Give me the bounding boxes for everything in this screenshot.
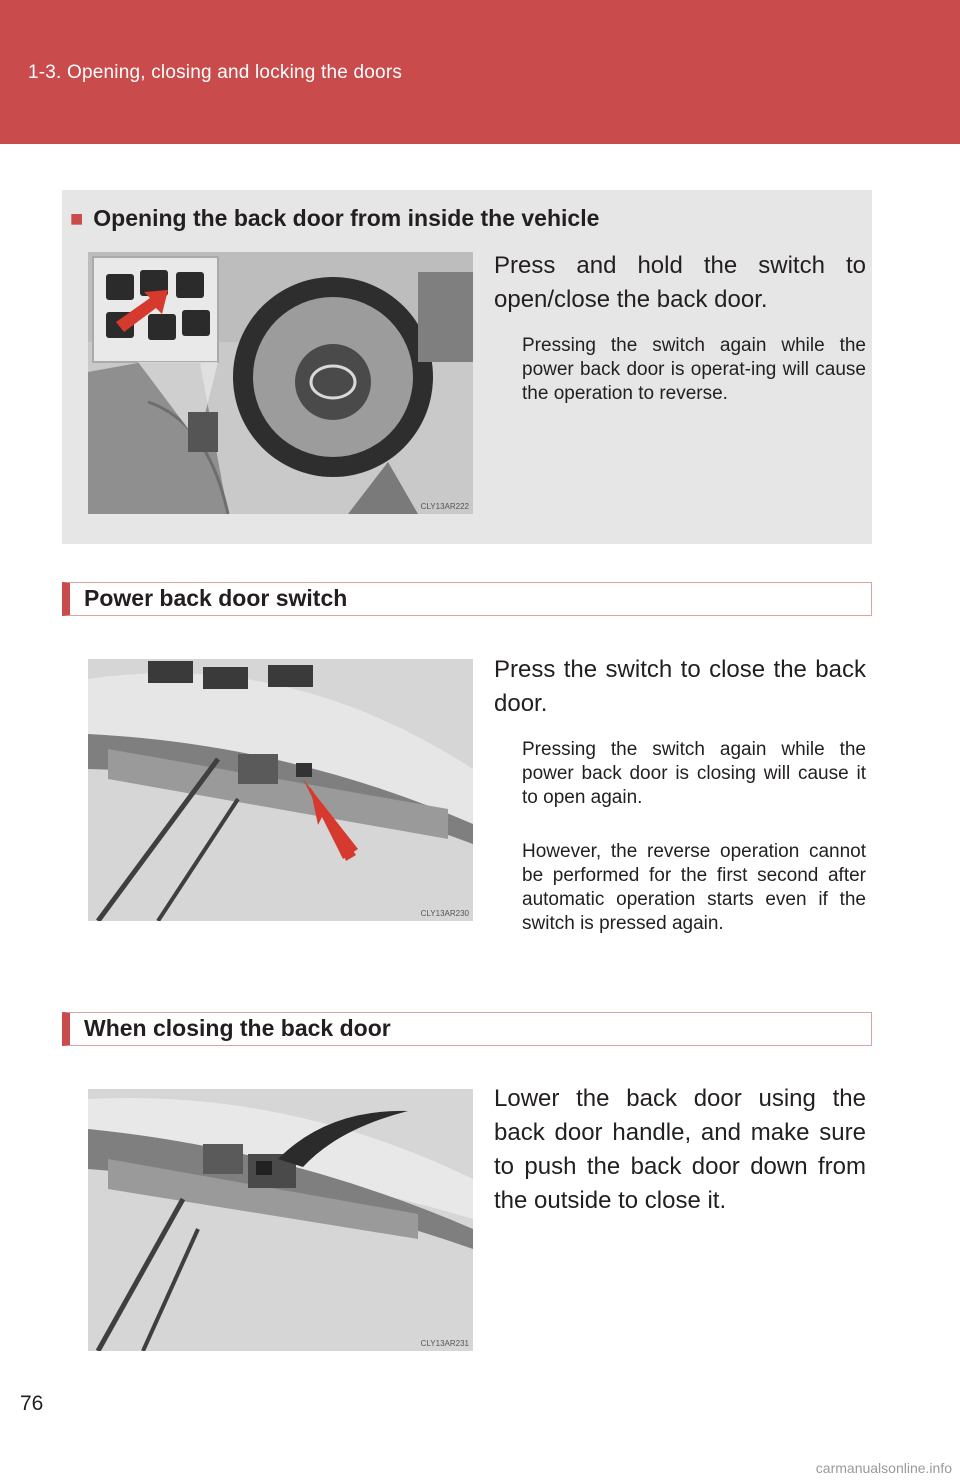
chapter-title: 1-3. Opening, closing and locking the doors xyxy=(28,62,403,83)
dashboard-photo xyxy=(88,252,473,514)
box-instruction: Press and hold the switch to open/close the back door. xyxy=(494,252,866,313)
figure-code: CLY13AR222 xyxy=(420,502,469,511)
header-band xyxy=(0,0,960,144)
section1-instruction: Press the switch to close the back door. xyxy=(494,656,866,717)
back-door-switch-photo xyxy=(88,659,473,921)
square-bullet-icon: ■ xyxy=(70,206,84,231)
box-heading: ■ Opening the back door from inside the vehicle xyxy=(70,205,600,231)
section1-note-2: However, the reverse operation cannot be performed for the first second after automatic operation starts even if the switch is pressed again. xyxy=(522,841,866,934)
watermark: carmanualsonline.info xyxy=(815,1460,952,1476)
section2-instruction: Lower the back door using the back door handle, and make sure to push the back door down from the outside to close it. xyxy=(494,1085,866,1214)
section-heading-when-closing: When closing the back door xyxy=(62,1012,872,1046)
box-note: Pressing the switch again while the power back door is operat-ing will cause the operation to reverse. xyxy=(522,335,866,404)
figure-code: CLY13AR231 xyxy=(420,1339,469,1348)
section-heading-power-back-door-switch: Power back door switch xyxy=(62,582,872,616)
section1-note-1: Pressing the switch again while the power back door is closing will cause it to open again. xyxy=(522,739,866,808)
page-number: 76 xyxy=(20,1392,44,1415)
figure-code: CLY13AR230 xyxy=(420,909,469,918)
back-door-handle-photo xyxy=(88,1089,473,1351)
